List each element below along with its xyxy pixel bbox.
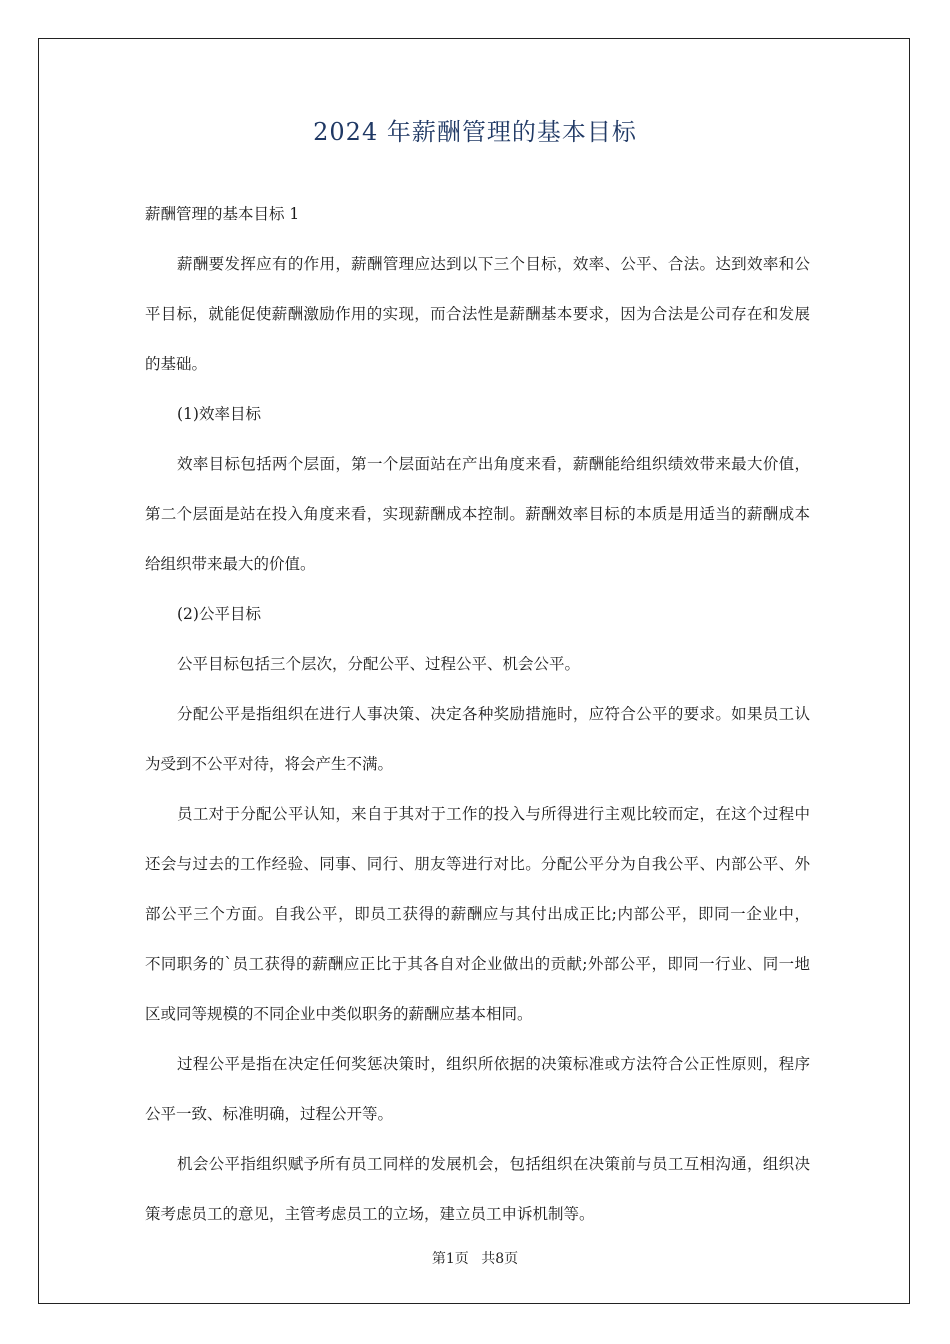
text-line: 公平一致、标准明确，过程公开等。 [145,1105,394,1123]
text-line: 给组织带来最大的价值。 [145,555,316,573]
text-line: 分配公平是指组织在进行人事决策、决定各种奖励措施时，应符合公平的要求。如果员工认 [177,705,810,723]
text-line: 不同职务的`员工获得的薪酬应正比于其各自对企业做出的贡献;外部公平，即同一行业、同一地 [145,955,810,973]
text-line: 薪酬要发挥应有的作用，薪酬管理应达到以下三个目标，效率、公平、合法。达到效率和公 [177,255,810,273]
text-line: 区或同等规模的不同企业中类似职务的薪酬应基本相同。 [145,1005,533,1023]
document-body [145,200,810,1250]
text-line: 平目标，就能促使薪酬激励作用的实现，而合法性是薪酬基本要求，因为合法是公司存在和发展 [145,305,810,323]
page-number: 第1页 [431,1251,469,1267]
text-line: 员工对于分配公平认知，来自于其对于工作的投入与所得进行主观比较而定，在这个过程中 [177,805,810,823]
text-line: 过程公平是指在决定任何奖惩决策时，组织所依据的决策标准或方法符合公正性原则，程序 [177,1055,810,1073]
text-line: (2)公平目标 [177,605,261,623]
text-line: 第二个层面是站在投入角度来看，实现薪酬成本控制。薪酬效率目标的本质是用适当的薪酬成本 [145,505,810,523]
text-line: 薪酬管理的基本目标 1 [145,205,300,223]
document-title: 2024 年薪酬管理的基本目标 [313,118,637,146]
text-line: (1)效率目标 [177,405,261,423]
text-line: 的基础。 [145,355,208,373]
page-footer [0,1248,950,1268]
text-line: 效率目标包括两个层面，第一个层面站在产出角度来看，薪酬能给组织绩效带来最大价值， [177,455,810,473]
text-line: 部公平三个方面。自我公平，即员工获得的薪酬应与其付出成正比;内部公平，即同一企业中， [145,905,810,923]
text-line: 公平目标包括三个层次，分配公平、过程公平、机会公平。 [177,655,581,673]
text-line: 还会与过去的工作经验、同事、同行、朋友等进行对比。分配公平分为自我公平、内部公平、外 [145,855,810,873]
text-line: 策考虑员工的意见，主管考虑员工的立场，建立员工申诉机制等。 [145,1205,595,1223]
text-line: 机会公平指组织赋予所有员工同样的发展机会，包括组织在决策前与员工互相沟通，组织决 [177,1155,810,1173]
page-total: 共8页 [481,1251,519,1267]
text-line: 为受到不公平对待，将会产生不满。 [145,755,394,773]
